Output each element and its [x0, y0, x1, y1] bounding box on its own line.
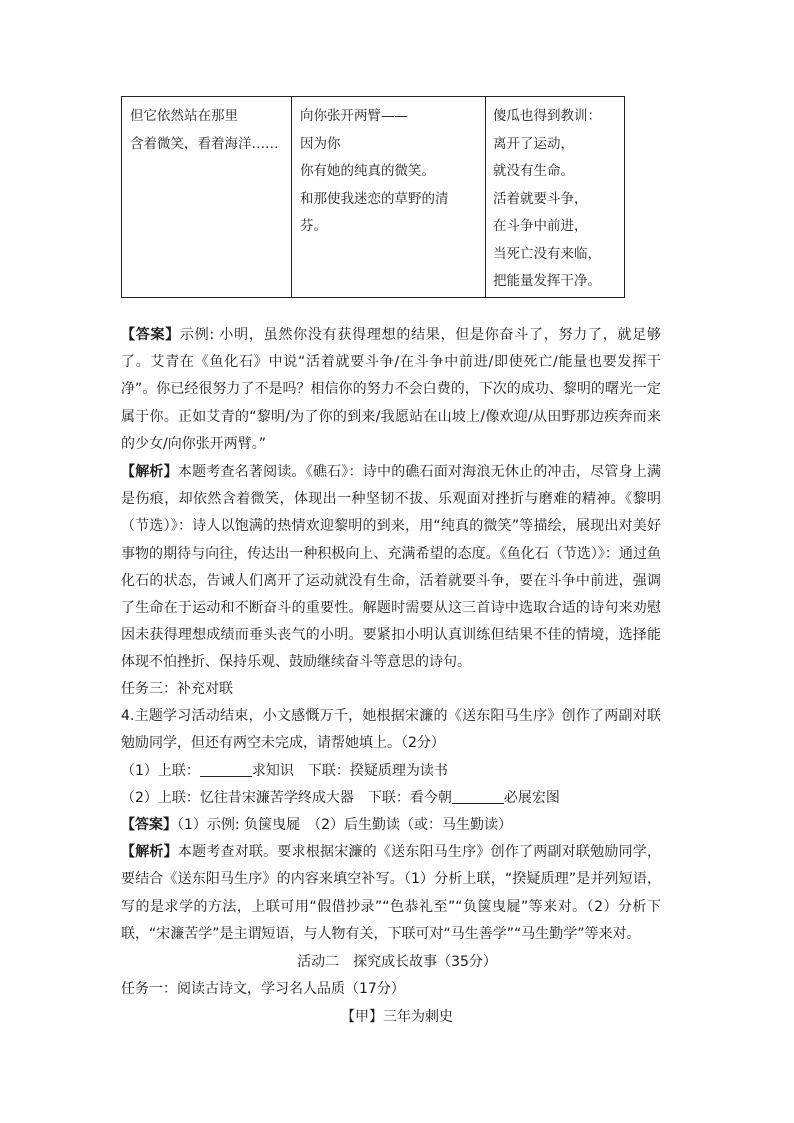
question-section — [121, 676, 661, 948]
couplet-text: 必展宏图 — [503, 789, 560, 806]
couplet-text: 求知识 下联：揆疑质理为读书 — [251, 762, 448, 779]
answer-tag: 【答案】 — [121, 817, 177, 834]
answer-text: 示例: 小明，虽然你没有获得理想的结果，但是你奋斗了，努力了，就足够了。艾青在《鱼化石》中说“活着就要斗争/在斗争中前进/即使死亡/能量也要发挥干净”。你已经很努力了不是吗？相信你的努力不会白费的，下次的成功、黎明的曙光一定属于你。正如艾青的“黎明/为了你的到来/我愿站在山坡上/像欢迎/从田野那边疾奔而来的少女/向你张开两臂。” — [121, 327, 661, 452]
analysis-tag: 【解析】 — [121, 464, 178, 480]
table-line: 你有她的纯真的微笑。 — [300, 163, 435, 179]
task-heading: 任务三：补充对联 — [121, 681, 233, 697]
couplet-line-1 — [121, 758, 661, 785]
table-line: 但它依然站在那里 — [130, 108, 238, 124]
answer-paragraph-2 — [121, 812, 661, 839]
table-line: 当死亡没有来临， — [493, 245, 601, 262]
answer-paragraph — [121, 322, 661, 458]
table-cell-dawn — [292, 97, 486, 298]
table-line: 傻瓜也得到教训： — [493, 108, 601, 124]
analysis-paragraph — [121, 459, 661, 677]
passage-title: 【甲】三年为刺史 — [341, 1009, 453, 1025]
table-line: 向你张开两臂—— — [300, 108, 408, 124]
answer-tag: 【答案】 — [121, 327, 180, 343]
question-text: 4.主题学习活动结束，小文感慨万千，她根据宋濂的《送东阳马生序》创作了两副对联勉励同学，但还有两空未完成，请帮她填上。（2分） — [121, 708, 661, 752]
fill-blank[interactable] — [200, 761, 252, 777]
answer-section-1 — [121, 322, 661, 458]
table-line: 就没有生命。 — [493, 163, 574, 179]
couplet-text: （2）上联：忆往昔宋濂苦学终成大器 下联：看今朝 — [121, 789, 452, 806]
table-line: 因为你 — [300, 135, 341, 152]
answer-text: （1）示例: 负箧曳屣 （2）后生勤读（或：马生勤读） — [177, 817, 512, 834]
table-cell-reef — [122, 97, 292, 298]
couplet-line-2 — [121, 785, 661, 812]
fill-blank[interactable] — [452, 788, 504, 804]
table-line: 把能量发挥干净。 — [493, 273, 601, 289]
table-line: 和那使我迷恋的草野的清 — [300, 190, 449, 207]
table-line: 离开了运动， — [493, 135, 574, 152]
task-heading-2: 任务一：阅读古诗文，学习名人品质（17分） — [121, 981, 405, 997]
analysis-tag: 【解析】 — [121, 844, 178, 861]
table-line: 含着微笑，看着海洋…… — [130, 135, 279, 152]
analysis-text: 本题考查名著阅读。《礁石》：诗中的礁石面对海浪无休止的冲击，尽管身上满是伤痕，却依然含着微笑，体现出一种坚韧不拔、乐观面对挫折与磨难的精神。《黎明（节选）》：诗人以饱满的热情欢迎黎明的到来，用“纯真的微笑”等描绘，展现出对美好事物的期待与向往，传达出一种积极向上、充满希望的态度。《鱼化石（节选）》：通过鱼化石的状态，告诫人们离开了运动就没有生命，活着就要斗争，要在斗争中前进，强调了生命在于运动和不断奋斗的重要性。解题时需要从这三首诗中选取合适的诗句来劝慰因未获得理想成绩而垂头丧气的小明。要紧扣小明认真训练但结果不佳的情境，选择能体现不怕挫折、保持乐观、鼓励继续奋斗等意思的诗句。 — [121, 464, 661, 671]
analysis-text: 本题考查对联。要求根据宋濂的《送东阳马生序》创作了两副对联勉励同学，要结合《送东阳马生序》的内容来填空补写。（1）分析上联，“揆疑质理”是并列短语，写的是求学的方法，上联可用“假借抄录”“色恭礼至”“负箧曳屣”等来对。（2）分析下联，“宋濂苦学”是主谓短语，与人物有关，下联可对“马生善学”“马生勤学”等来对。 — [121, 844, 662, 942]
table-line: 在斗争中前进， — [493, 218, 588, 234]
analysis-section-1 — [121, 459, 661, 677]
activity-heading: 活动二 探究成长故事（35分） — [297, 954, 497, 970]
analysis-paragraph-2 — [121, 839, 661, 948]
table-line: 芬。 — [300, 218, 327, 234]
couplet-text: （1）上联： — [121, 762, 200, 779]
table-line: 活着就要斗争， — [493, 190, 588, 207]
table-cell-fish-fossil — [486, 97, 625, 298]
poem-comparison-table — [121, 96, 625, 298]
